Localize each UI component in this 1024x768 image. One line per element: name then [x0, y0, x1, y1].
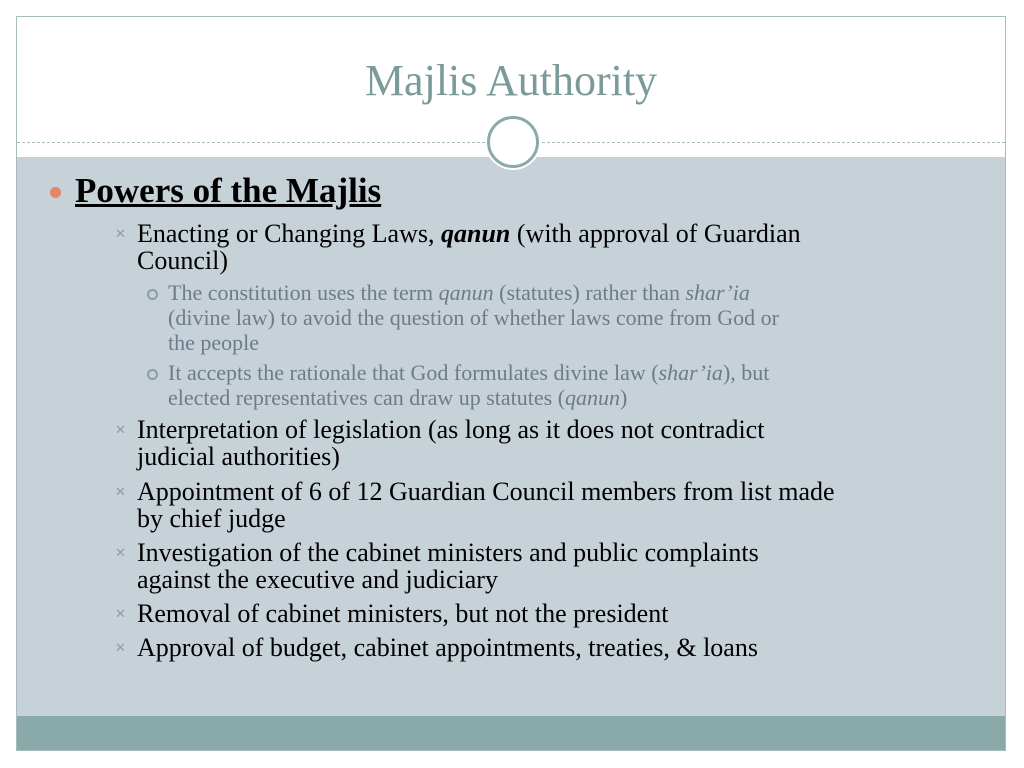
circle-bullet-icon	[147, 289, 158, 300]
text-span: ), but	[722, 360, 770, 385]
x-bullet-icon: ✕	[115, 546, 126, 561]
list-item-line: Approval of budget, cabinet appointments, treaties, & loans	[137, 633, 758, 662]
slide	[16, 16, 1006, 751]
x-bullet-icon: ✕	[115, 485, 126, 500]
term-span: qanun	[441, 219, 511, 248]
text-span: The constitution uses the term	[168, 280, 439, 305]
x-bullet-icon: ✕	[115, 607, 126, 622]
ring-icon	[487, 116, 539, 168]
slide-title: Majlis Authority	[364, 56, 658, 105]
circle-bullet-icon	[147, 369, 158, 380]
list-item-line	[137, 221, 801, 247]
sub-item-line: (divine law) to avoid the question of whether laws come from God or	[168, 305, 779, 330]
footer-bar	[17, 716, 1005, 751]
list-item-line: Investigation of the cabinet ministers and public complaints	[137, 538, 759, 567]
list-item-line: Council)	[137, 246, 228, 275]
sub-item-line: the people	[168, 330, 260, 355]
list-item-line: Interpretation of legislation (as long as it does not contradict	[137, 415, 765, 444]
sub-item-line	[168, 361, 769, 385]
sub-item-line	[168, 281, 750, 305]
text-span: (with approval of Guardian	[510, 219, 801, 248]
sub-item-line	[168, 386, 627, 410]
bullet-dot-icon	[50, 187, 61, 198]
term-span: shar’ia	[658, 360, 723, 385]
list-item-line: judicial authorities)	[137, 442, 340, 471]
section-heading: Powers of the Majlis	[75, 171, 382, 210]
text-span: elected representatives can draw up statutes (	[168, 385, 566, 410]
text-span: Enacting or Changing Laws,	[137, 219, 441, 248]
x-bullet-icon: ✕	[115, 423, 126, 438]
list-item-line: Appointment of 6 of 12 Guardian Council members from list made	[137, 477, 835, 506]
text-span: (statutes) rather than	[493, 280, 686, 305]
term-span: shar’ia	[685, 280, 750, 305]
term-span: qanun	[565, 385, 621, 410]
x-bullet-icon: ✕	[115, 641, 126, 656]
list-item-line: against the executive and judiciary	[137, 565, 498, 594]
text-span: )	[620, 385, 628, 410]
x-bullet-icon: ✕	[115, 227, 126, 242]
term-span: qanun	[438, 280, 494, 305]
list-item-line: Removal of cabinet ministers, but not the president	[137, 599, 669, 628]
text-span: It accepts the rationale that God formulates divine law (	[168, 360, 659, 385]
list-item-line: by chief judge	[137, 504, 286, 533]
